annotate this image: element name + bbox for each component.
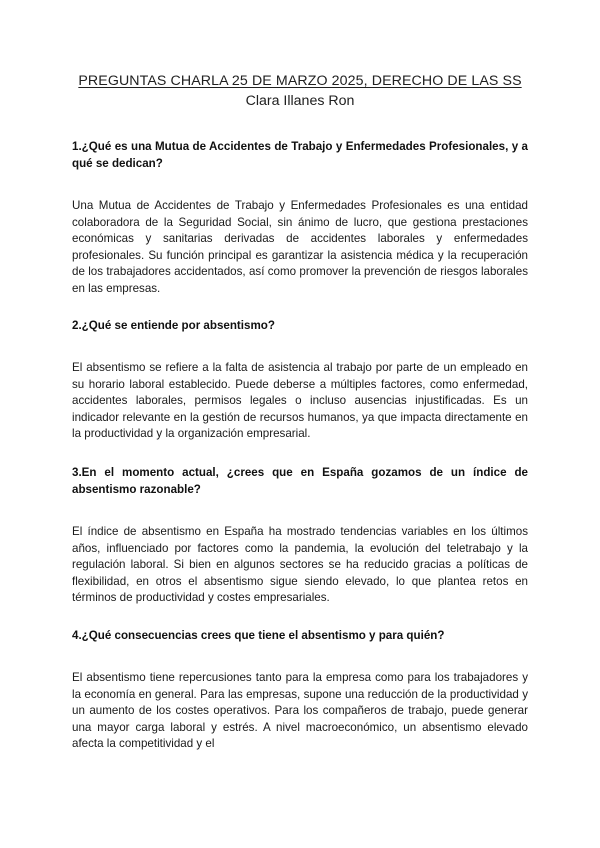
answer-4: El absentismo tiene repercusiones tanto para la empresa como para los trabajadores y la economía en general. Para las empresas, supone una reducción de la productividad y un aumento de los costes operativos. Para los compañeros de trabajo, puede generar una mayor carga laboral y estrés. A nivel macroeconómico, un absentismo elevado afecta la competitividad y el xyxy=(72,671,528,750)
answer-3: El índice de absentismo en España ha mostrado tendencias variables en los últimos años, influenciado por factores como la pandemia, la evolución del teletrabajo y la regulación laboral. Si bien en algunos sectores se ha reducido gracias a políticas de flexibilidad, en otros el absentismo sigue siendo elevado, lo que plantea retos en términos de productividad y costes empresariales. xyxy=(72,525,528,604)
answer-1: Una Mutua de Accidentes de Trabajo y Enfermedades Profesionales es una entidad colaboradora de la Seguridad Social, sin ánimo de lucro, que gestiona prestaciones económicas y sanitarias derivadas de accidentes laborales y enfermedades profesionales. Su función principal es garantizar la asistencia médica y la recuperación de los trabajadores accidentados, así como promover la prevención de riesgos laborales en las empresas. xyxy=(72,199,528,295)
document-title: PREGUNTAS CHARLA 25 DE MARZO 2025, DERECHO DE LAS SS xyxy=(78,73,522,89)
document-header xyxy=(0,72,600,111)
question-4: 4.¿Qué consecuencias crees que tiene el absentismo y para quién? xyxy=(72,629,445,642)
question-1: 1.¿Qué es una Mutua de Accidentes de Trabajo y Enfermedades Profesionales, y a qué se dedican? xyxy=(72,140,528,170)
document-author: Clara Illanes Ron xyxy=(245,93,355,109)
question-3: 3.En el momento actual, ¿crees que en España gozamos de un índice de absentismo razonable? xyxy=(72,466,528,496)
question-2: 2.¿Qué se entiende por absentismo? xyxy=(72,319,275,332)
answer-2: El absentismo se refiere a la falta de asistencia al trabajo por parte de un empleado en su horario laboral establecido. Puede deberse a múltiples factores, como enfermedad, accidentes laborales, permisos legales o incluso ausencias injustificadas. Es un indicador relevante en la gestión de recursos humanos, ya que impacta directamente en la productividad y la organización empresarial. xyxy=(72,361,528,440)
